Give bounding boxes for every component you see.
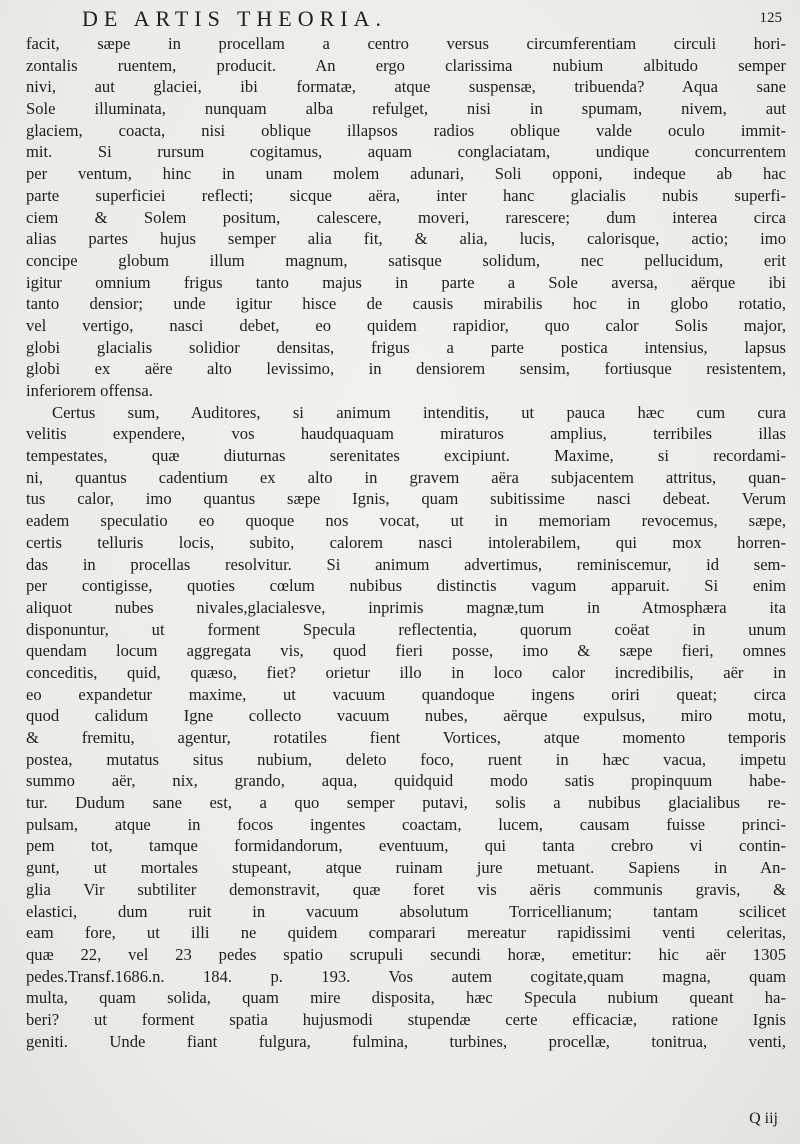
text-line: facit, sæpe in procellam a centro versus circumferentiam circuli hori-	[26, 34, 786, 53]
text-line: zontalis ruentem, producit. An ergo clarissima nubium albitudo semper	[26, 55, 786, 75]
text-line: multa, quam solida, quam mire disposita, hæc Specula nubium queant ha-	[26, 988, 786, 1008]
text-line: tempestates, quæ diuturnas serenitates excipiunt. Maxime, si recordami-	[26, 446, 786, 466]
text-line: pedes.Transf.1686.n. 184. p. 193. Vos autem cogitate,quam magna, quam	[26, 966, 786, 986]
text-line: quod calidum Igne collecto vacuum nubes, aërque expulsus, miro motu,	[26, 706, 786, 726]
text-line: postea, mutatus situs nubium, deleto foco, ruent in hæc vacua, impetu	[26, 749, 786, 769]
text-line: vel vertigo, nasci debet, eo quidem rapidior, quo calor Solis major,	[26, 315, 786, 335]
text-line-paragraph-end: inferiorem offensa.	[26, 381, 153, 400]
text-line: parte superficiei reflecti; sicque aëra, inter hanc glacialis nubis superfi-	[26, 185, 786, 205]
text-line-paragraph-start: Certus sum, Auditores, si animum intenditis, ut pauca hæc cum cura	[52, 402, 786, 422]
page-number: 125	[759, 10, 782, 26]
text-line: globi glacialis solidior densitas, frigus a parte postica intensius, lapsus	[26, 337, 786, 357]
text-line: eam fore, ut illi ne quidem comparari mereatur rapidissimi venti celeritas,	[26, 923, 786, 943]
text-line: pem tot, tamque formidandorum, eventuum, qui tanta crebro vi contin-	[26, 836, 786, 856]
text-line: igitur omnium frigus tanto majus in parte a Sole aversa, aërque ibi	[26, 272, 786, 292]
text-line: velitis expendere, vos haudquaquam miraturos amplius, terribiles illas	[26, 424, 786, 444]
text-line: ni, quantus cadentium ex alto in gravem aëra subjacentem attritus, quan-	[26, 467, 786, 487]
text-line: Sole illuminata, nunquam alba refulget, nisi in spumam, nivem, aut	[26, 99, 786, 119]
text-line: per contigisse, quoties cœlum nubibus distinctis vagum apparuit. Si enim	[26, 576, 786, 596]
text-line: globi ex aëre alto levissimo, in densiorem sensim, fortiusque resistentem,	[26, 359, 786, 379]
text-line: beri? ut forment spatia hujusmodi stupendæ certe efficaciæ, ratione Ignis	[26, 1009, 786, 1029]
text-line: quæ 22, vel 23 pedes spatio scrupuli secundi horæ, emetitur: hic aër 1305	[26, 944, 786, 964]
text-line: eadem speculatio eo quoque nos vocat, ut in memoriam revocemus, sæpe,	[26, 511, 786, 531]
text-line: tur. Dudum sane est, a quo semper putavi, solis a nubibus glacialibus re-	[26, 793, 786, 813]
text-line: glaciem, coacta, nisi oblique illapsos radios oblique valde oculo immit-	[26, 120, 786, 140]
text-line: mit. Si rursum cogitamus, aquam conglaciatam, undique concurrentem	[26, 142, 786, 162]
text-line: disponuntur, ut forment Specula reflectentia, quorum coëat in unum	[26, 619, 786, 639]
running-head	[82, 6, 782, 36]
text-line: certis telluris locis, subito, calorem nasci intolerabilem, qui mox horren-	[26, 532, 786, 552]
text-line: tanto densior; unde igitur hisce de causis mirabilis hoc in globo rotatio,	[26, 294, 786, 314]
text-line: das in procellas resolvitur. Si animum advertimus, reminiscemur, id sem-	[26, 554, 786, 574]
text-line: elastici, dum ruit in vacuum absolutum Torricellianum; tantam scilicet	[26, 901, 786, 921]
text-line: quendam locum aggregata vis, quod fieri posse, imo & sæpe fieri, omnes	[26, 641, 786, 661]
running-title: DE ARTIS THEORIA.	[82, 6, 387, 31]
text-line: alias partes hujus semper alia fit, & alia, lucis, calorisque, actio; imo	[26, 229, 786, 249]
text-line: per ventum, hinc in unam molem adunari, Soli opponi, indeque ab hac	[26, 164, 786, 184]
text-line: pulsam, atque in focos ingentes coactam, lucem, causam fuisse princi-	[26, 814, 786, 834]
text-line: aliquot nubes nivales,glacialesve, inprimis magnæ,tum in Atmosphæra ita	[26, 597, 786, 617]
text-line: summo aër, nix, grando, aqua, quidquid modo satis propinquum habe-	[26, 771, 786, 791]
text-line: ciem & Solem positum, calescere, moveri, rarescere; dum interea circa	[26, 207, 786, 227]
text-line: & fremitu, agentur, rotatiles fient Vortices, atque momento temporis	[26, 728, 786, 747]
text-line: conceditis, quid, quæso, fiet? orietur illo in loco calor incredibilis, aër in	[26, 662, 786, 682]
text-line: gunt, ut mortales stupeant, atque ruinam jure metuant. Sapiens in An-	[26, 858, 786, 878]
text-line: geniti. Unde fiant fulgura, fulmina, turbines, procellæ, tonitrua, venti,	[26, 1031, 786, 1051]
text-line: tus calor, imo quantus sæpe Ignis, quam subitissime nasci debeat. Verum	[26, 489, 786, 509]
text-line: eo expandetur maxime, ut vacuum quandoque ingens oriri queat; circa	[26, 684, 786, 704]
text-line: concipe globum illum magnum, satisque solidum, nec pellucidum, erit	[26, 250, 786, 270]
catchword-signature: Q iij	[749, 1110, 778, 1127]
body-text	[26, 33, 786, 1052]
text-line: nivi, aut glaciei, ibi formatæ, atque suspensæ, tribuenda? Aqua sane	[26, 77, 786, 97]
text-line: glia Vir subtiliter demonstravit, quæ foret vis aëris communis gravis, &	[26, 879, 786, 899]
